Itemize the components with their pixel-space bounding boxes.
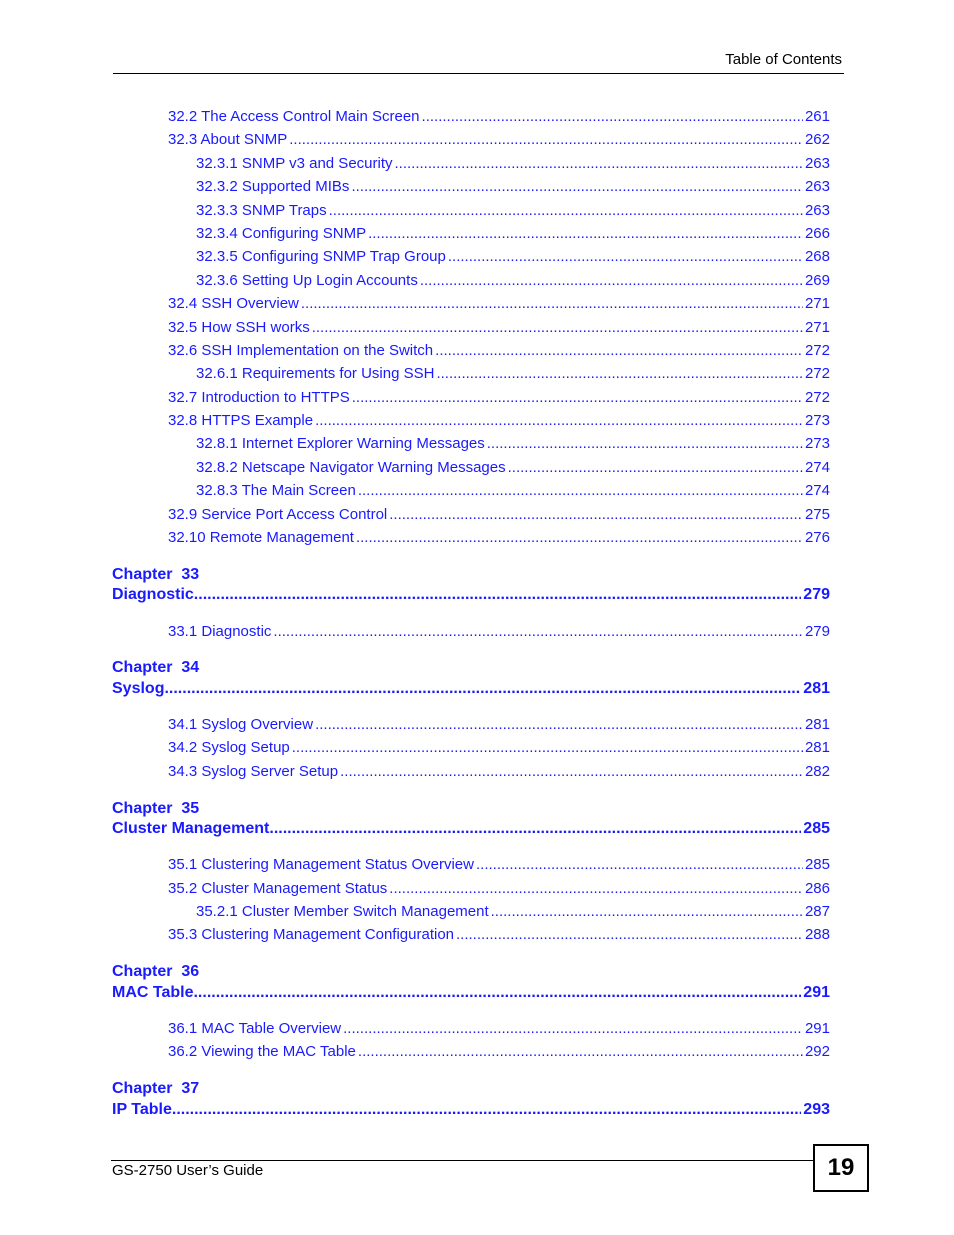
toc-entry-title: 32.6 SSH Implementation on the Switch	[168, 342, 434, 359]
toc-leader-dots	[315, 716, 803, 734]
toc-entry[interactable]	[168, 412, 830, 430]
toc-entry-title: 32.8.3 The Main Screen	[196, 482, 356, 499]
toc-entry[interactable]	[168, 319, 830, 337]
chapter-label[interactable]: Chapter 35	[112, 800, 200, 817]
toc-entry-title: 32.3.5 Configuring SNMP Trap Group	[196, 248, 446, 265]
toc-entry-page: 288	[804, 926, 830, 943]
toc-entry-page: 263	[804, 202, 830, 219]
toc-entry[interactable]	[168, 926, 830, 944]
toc-entry[interactable]	[196, 482, 830, 500]
toc-entry-page: 276	[804, 529, 830, 546]
toc-entry-page: 263	[804, 178, 830, 195]
toc-entry[interactable]	[196, 903, 830, 921]
toc-entry-title: 35.1 Clustering Management Status Overview	[168, 856, 474, 873]
toc-entry[interactable]	[168, 295, 830, 313]
toc-leader-dots	[273, 623, 803, 641]
chapter-page: 291	[803, 984, 830, 1001]
toc-entry-title: 32.7 Introduction to HTTPS	[168, 389, 350, 406]
toc-entry-title: 32.5 How SSH works	[168, 319, 310, 336]
chapter-label[interactable]: Chapter 34	[112, 659, 200, 676]
toc-entry[interactable]	[196, 202, 830, 220]
toc-leader-dots	[448, 248, 803, 266]
toc-entry[interactable]	[168, 389, 830, 407]
chapter-entry[interactable]	[112, 983, 830, 1002]
toc-entry-page: 261	[804, 108, 830, 125]
toc-entry-page: 262	[804, 131, 830, 148]
toc-leader-dots	[358, 1043, 803, 1061]
chapter-title: Diagnostic	[112, 586, 194, 603]
toc-entry-page: 274	[804, 459, 830, 476]
toc-entry-page: 286	[804, 880, 830, 897]
toc-leader-dots	[351, 178, 803, 196]
toc-entry-title: 32.9 Service Port Access Control	[168, 506, 388, 523]
toc-entry-title: 32.10 Remote Management	[168, 529, 354, 546]
toc-leader-dots	[456, 926, 803, 944]
toc-leader-dots	[395, 155, 803, 173]
toc-leader-dots	[269, 819, 801, 838]
chapter-page: 281	[803, 680, 830, 697]
toc-entry-page: 281	[804, 716, 830, 733]
toc-entry-title: 32.3.3 SNMP Traps	[196, 202, 327, 219]
toc-entry[interactable]	[168, 623, 830, 641]
toc-leader-dots	[193, 983, 801, 1002]
toc-entry-title: 35.3 Clustering Management Configuration	[168, 926, 455, 943]
toc-entry-page: 263	[804, 155, 830, 172]
toc-entry-page: 291	[804, 1020, 830, 1037]
chapter-title: Syslog	[112, 680, 165, 697]
toc-entry-title: 32.6.1 Requirements for Using SSH	[196, 365, 435, 382]
toc-entry-page: 275	[804, 506, 830, 523]
toc-leader-dots	[356, 529, 803, 547]
toc-entry-title: 34.1 Syslog Overview	[168, 716, 314, 733]
toc-entry-page: 271	[804, 295, 830, 312]
toc-entry[interactable]	[196, 272, 830, 290]
chapter-entry[interactable]	[112, 1100, 830, 1119]
toc-entry-title: 32.4 SSH Overview	[168, 295, 299, 312]
toc-entry-title: 33.1 Diagnostic	[168, 623, 272, 640]
toc-leader-dots	[358, 482, 803, 500]
footer-divider	[111, 1160, 814, 1161]
toc-leader-dots	[352, 389, 803, 407]
toc-entry[interactable]	[168, 716, 830, 734]
chapter-label[interactable]: Chapter 37	[112, 1080, 200, 1097]
toc-leader-dots	[389, 880, 803, 898]
chapter-title: IP Table	[112, 1101, 172, 1118]
toc-leader-dots	[420, 272, 803, 290]
toc-entry-page: 266	[804, 225, 830, 242]
toc-entry-title: 32.3.1 SNMP v3 and Security	[196, 155, 393, 172]
toc-leader-dots	[329, 202, 803, 220]
toc-leader-dots	[340, 763, 803, 781]
toc-entry-page: 292	[804, 1043, 830, 1060]
toc-entry[interactable]	[168, 131, 830, 149]
toc-entry-page: 272	[804, 342, 830, 359]
chapter-entry[interactable]	[112, 819, 830, 838]
toc-entry[interactable]	[196, 365, 830, 383]
toc-leader-dots	[476, 856, 803, 874]
chapter-entry[interactable]	[112, 679, 830, 698]
toc-entry-title: 32.2 The Access Control Main Screen	[168, 108, 420, 125]
toc-entry-page: 281	[804, 739, 830, 756]
toc-leader-dots	[343, 1020, 803, 1038]
toc-entry[interactable]	[196, 178, 830, 196]
toc-leader-dots	[368, 225, 803, 243]
toc-entry-title: 34.2 Syslog Setup	[168, 739, 290, 756]
toc-leader-dots	[389, 506, 803, 524]
toc-leader-dots	[435, 342, 803, 360]
toc-entry[interactable]	[196, 155, 830, 173]
toc-leader-dots	[301, 295, 803, 313]
toc-entry-title: 34.3 Syslog Server Setup	[168, 763, 339, 780]
toc-leader-dots	[292, 739, 803, 757]
footer-guide-title: GS-2750 User’s Guide	[112, 1162, 264, 1179]
chapter-entry[interactable]	[112, 585, 830, 604]
page-number: 19	[813, 1144, 869, 1192]
toc-entry[interactable]	[168, 506, 830, 524]
toc-leader-dots	[436, 365, 803, 383]
toc-leader-dots	[312, 319, 803, 337]
chapter-title: Cluster Management	[112, 820, 270, 837]
toc-entry-title: 35.2 Cluster Management Status	[168, 880, 388, 897]
toc-entry-title: 32.3.4 Configuring SNMP	[196, 225, 367, 242]
toc-entry-title: 32.8.2 Netscape Navigator Warning Messages	[196, 459, 506, 476]
toc-entry-title: 36.1 MAC Table Overview	[168, 1020, 342, 1037]
toc-entry-page: 285	[804, 856, 830, 873]
toc-entry[interactable]	[196, 459, 830, 477]
toc-entry[interactable]	[168, 1043, 830, 1061]
toc-entry-page: 272	[804, 365, 830, 382]
toc-leader-dots	[422, 108, 803, 126]
running-header: Table of Contents	[725, 51, 842, 68]
toc-entry-title: 35.2.1 Cluster Member Switch Management	[196, 903, 489, 920]
toc-entry[interactable]	[168, 856, 830, 874]
chapter-page: 293	[803, 1101, 830, 1118]
toc-entry-title: 32.8.1 Internet Explorer Warning Messages	[196, 435, 485, 452]
toc-entry-page: 274	[804, 482, 830, 499]
toc-entry-page: 273	[804, 412, 830, 429]
toc-entry-page: 272	[804, 389, 830, 406]
chapter-page: 279	[803, 586, 830, 603]
toc-leader-dots	[315, 412, 803, 430]
toc-entry[interactable]	[168, 880, 830, 898]
chapter-label[interactable]: Chapter 33	[112, 566, 200, 583]
toc-entry-page: 282	[804, 763, 830, 780]
toc-entry-page: 287	[804, 903, 830, 920]
toc-leader-dots	[487, 435, 803, 453]
toc-entry-title: 32.3.2 Supported MIBs	[196, 178, 350, 195]
toc-entry[interactable]	[168, 739, 830, 757]
toc-leader-dots	[491, 903, 803, 921]
toc-entry[interactable]	[168, 342, 830, 360]
toc-entry-title: 36.2 Viewing the MAC Table	[168, 1043, 356, 1060]
toc-entry-title: 32.8 HTTPS Example	[168, 412, 314, 429]
toc-entry-page: 273	[804, 435, 830, 452]
toc-entry-page: 279	[804, 623, 830, 640]
toc-leader-dots	[289, 131, 803, 149]
toc-leader-dots	[164, 679, 801, 698]
toc-entry[interactable]	[168, 529, 830, 547]
toc-entry-page: 271	[804, 319, 830, 336]
toc-entry[interactable]	[168, 108, 830, 126]
toc-leader-dots	[508, 459, 803, 477]
toc-entry[interactable]	[196, 435, 830, 453]
chapter-label[interactable]: Chapter 36	[112, 963, 200, 980]
toc-entry[interactable]	[196, 248, 830, 266]
toc-entry[interactable]	[168, 1020, 830, 1038]
toc-entry-page: 269	[804, 272, 830, 289]
toc-leader-dots	[194, 585, 802, 604]
toc-entry-page: 268	[804, 248, 830, 265]
chapter-title: MAC Table	[112, 984, 194, 1001]
toc-entry[interactable]	[196, 225, 830, 243]
toc-entry-title: 32.3.6 Setting Up Login Accounts	[196, 272, 418, 289]
chapter-page: 285	[803, 820, 830, 837]
toc-entry-title: 32.3 About SNMP	[168, 131, 288, 148]
toc-leader-dots	[172, 1100, 801, 1119]
toc-entry[interactable]	[168, 763, 830, 781]
